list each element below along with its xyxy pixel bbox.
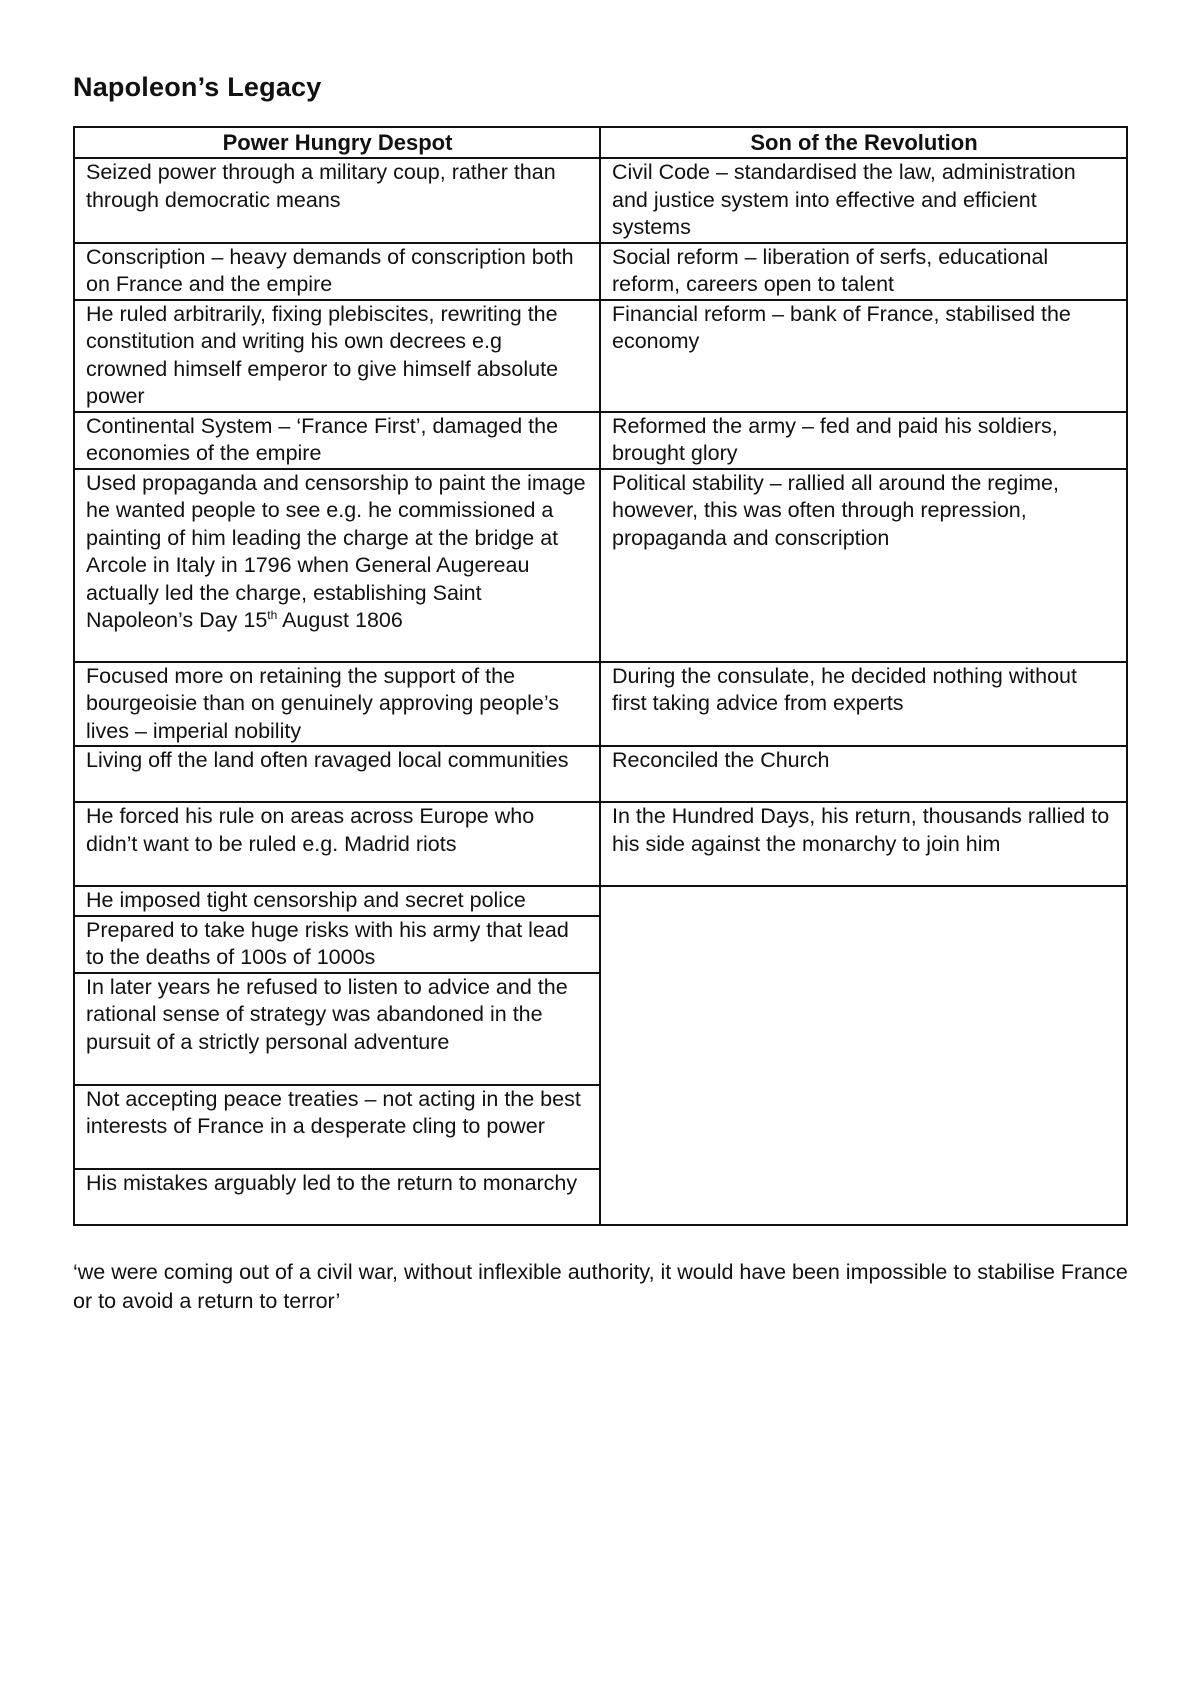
page-title: Napoleon’s Legacy [73,72,322,102]
table-row [74,412,1127,469]
despot-cell: He imposed tight censorship and secret police [74,886,600,916]
despot-cell: Conscription – heavy demands of conscription both on France and the empire [74,243,600,300]
revolution-cell: Social reform – liberation of serfs, educational reform, careers open to talent [600,243,1127,300]
header-son-of-the-revolution: Son of the Revolution [600,127,1127,158]
revolution-cell: Political stability – rallied all around the regime, however, this was often through repression, propaganda and conscription [600,469,1127,662]
table-header-row [74,127,1127,158]
table-row [74,469,1127,662]
despot-cell [74,469,600,662]
table-row [74,886,1127,916]
table-row [74,662,1127,747]
revolution-cell: Financial reform – bank of France, stabilised the economy [600,300,1127,412]
closing-quote: ‘we were coming out of a civil war, without inflexible authority, it would have been impossible to stabilise France or to avoid a return to terror’ [73,1260,1128,1313]
despot-cell: His mistakes arguably led to the return to monarchy [74,1169,600,1225]
despot-cell: Seized power through a military coup, rather than through democratic means [74,158,600,243]
header-power-hungry-despot: Power Hungry Despot [74,127,600,158]
despot-cell: He forced his rule on areas across Europe who didn’t want to be ruled e.g. Madrid riots [74,802,600,886]
revolution-cell: Reconciled the Church [600,746,1127,802]
despot-cell: Focused more on retaining the support of the bourgeoisie than on genuinely approving people’s lives – imperial nobility [74,662,600,747]
despot-cell: Continental System – ‘France First’, damaged the economies of the empire [74,412,600,469]
despot-cell: He ruled arbitrarily, fixing plebiscites, rewriting the constitution and writing his own decrees e.g crowned himself emperor to give himself absolute power [74,300,600,412]
despot-cell: In later years he refused to listen to advice and the rational sense of strategy was abandoned in the pursuit of a strictly personal adventure [74,973,600,1085]
table-row [74,802,1127,886]
despot-cell-text: Used propaganda and censorship to paint the image he wanted people to see e.g. he commissioned a painting of him leading the charge at the bridge at Arcole in Italy in 1796 when General Augereau actually led the charge, establishing Saint Napoleon’s Day 15 [86,470,586,632]
revolution-cell: Civil Code – standardised the law, administration and justice system into effective and efficient systems [600,158,1127,243]
revolution-cell: Reformed the army – fed and paid his soldiers, brought glory [600,412,1127,469]
table-row [74,300,1127,412]
table-row [74,243,1127,300]
table-row [74,746,1127,802]
table-row [74,158,1127,243]
ordinal-suffix: th [267,607,278,622]
revolution-cell-empty [600,886,1127,1225]
despot-cell: Prepared to take huge risks with his army that lead to the deaths of 100s of 1000s [74,916,600,973]
despot-cell: Living off the land often ravaged local communities [74,746,600,802]
despot-cell: Not accepting peace treaties – not acting in the best interests of France in a desperate cling to power [74,1085,600,1169]
despot-cell-text-end: August 1806 [277,608,403,632]
revolution-cell: In the Hundred Days, his return, thousands rallied to his side against the monarchy to join him [600,802,1127,886]
legacy-comparison-table [73,126,1128,1226]
revolution-cell: During the consulate, he decided nothing without first taking advice from experts [600,662,1127,747]
